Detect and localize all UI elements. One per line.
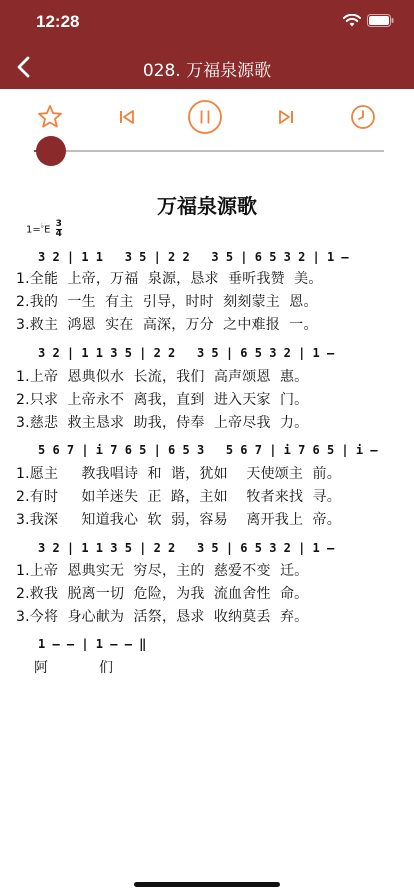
clock-icon bbox=[350, 104, 376, 130]
time-signature: $\frac{3}{4}$ bbox=[55, 219, 62, 239]
nav-bar bbox=[0, 0, 414, 89]
home-indicator bbox=[134, 882, 280, 887]
lyric-line: 1.上帝 恩典实无 穷尽，主的 慈爱不变 迁。 bbox=[16, 563, 309, 579]
lyric-line: 1.上帝 恩典似水 长流，我们 高声颂恩 惠。 bbox=[16, 369, 309, 385]
key-signature: 1=♭E $\frac{3}{4}$ bbox=[26, 219, 62, 239]
lyric-line: 2.只求 上帝永不 离我，直到 进入天家 门。 bbox=[16, 392, 309, 408]
pause-icon bbox=[187, 99, 223, 135]
favorite-star-icon bbox=[37, 104, 63, 130]
lyric-syllable: 阿 bbox=[34, 660, 49, 676]
lyric-line: 2.救我 脱离一切 危险，为我 流血舍性 命。 bbox=[16, 586, 309, 602]
pause-button[interactable] bbox=[187, 99, 223, 135]
previous-track-icon bbox=[118, 108, 136, 126]
lyric-line: 3.慈悲 救主恳求 助我，侍奉 上帝尽我 力。 bbox=[16, 415, 309, 431]
page-title: 028. 万福泉源歌 bbox=[142, 61, 272, 81]
status-time: 12:28 bbox=[36, 12, 80, 31]
lyric-line: 1.全能 上帝，万福 泉源，恳求 垂听我赞 美。 bbox=[16, 271, 323, 287]
next-button[interactable] bbox=[268, 99, 304, 135]
notes-row: 5 6 7 | i 7 6 5 | 6 5 3 5 6 7 | i 7 6 5 | i – bbox=[38, 443, 378, 457]
progress-thumb[interactable] bbox=[36, 136, 66, 166]
favorite-button[interactable] bbox=[32, 99, 68, 135]
lyric-line: 3.我深 知道我心 软 弱，容易 离开我上 帝。 bbox=[16, 512, 341, 528]
player-controls bbox=[0, 89, 414, 179]
song-title: 万福泉源歌 bbox=[157, 194, 257, 218]
notes-row: 1 – – | 1 – – ‖ bbox=[38, 637, 147, 651]
lyric-syllable: 们 bbox=[99, 660, 114, 676]
notes-row: 3 2 | 1 1 3 5 | 2 2 3 5 | 6 5 3 2 | 1 – bbox=[38, 250, 349, 264]
notes-row: 3 2 | 1 1 3 5 | 2 2 3 5 | 6 5 3 2 | 1 – bbox=[38, 346, 335, 360]
previous-button[interactable] bbox=[109, 99, 145, 135]
wifi-icon bbox=[343, 14, 361, 27]
timer-button[interactable] bbox=[345, 99, 381, 135]
lyric-line: 2.有时 如羊迷失 正 路，主如 牧者来找 寻。 bbox=[16, 489, 341, 505]
lyric-line: 2.我的 一生 有主 引导，时时 刻刻蒙主 恩。 bbox=[16, 294, 318, 310]
lyric-line: 3.今将 身心献为 活祭，恳求 收纳莫丢 弃。 bbox=[16, 609, 309, 625]
lyric-line: 3.救主 鸿恩 实在 高深，万分 之中难报 一。 bbox=[16, 317, 318, 333]
notes-row: 3 2 | 1 1 3 5 | 2 2 3 5 | 6 5 3 2 | 1 – bbox=[38, 541, 335, 555]
lyric-line: 1.愿主 教我唱诗 和 谐，犹如 天使颂主 前。 bbox=[16, 466, 341, 482]
progress-track[interactable] bbox=[34, 150, 384, 152]
next-track-icon bbox=[277, 108, 295, 126]
battery-icon bbox=[367, 14, 394, 27]
status-icons bbox=[343, 14, 394, 27]
